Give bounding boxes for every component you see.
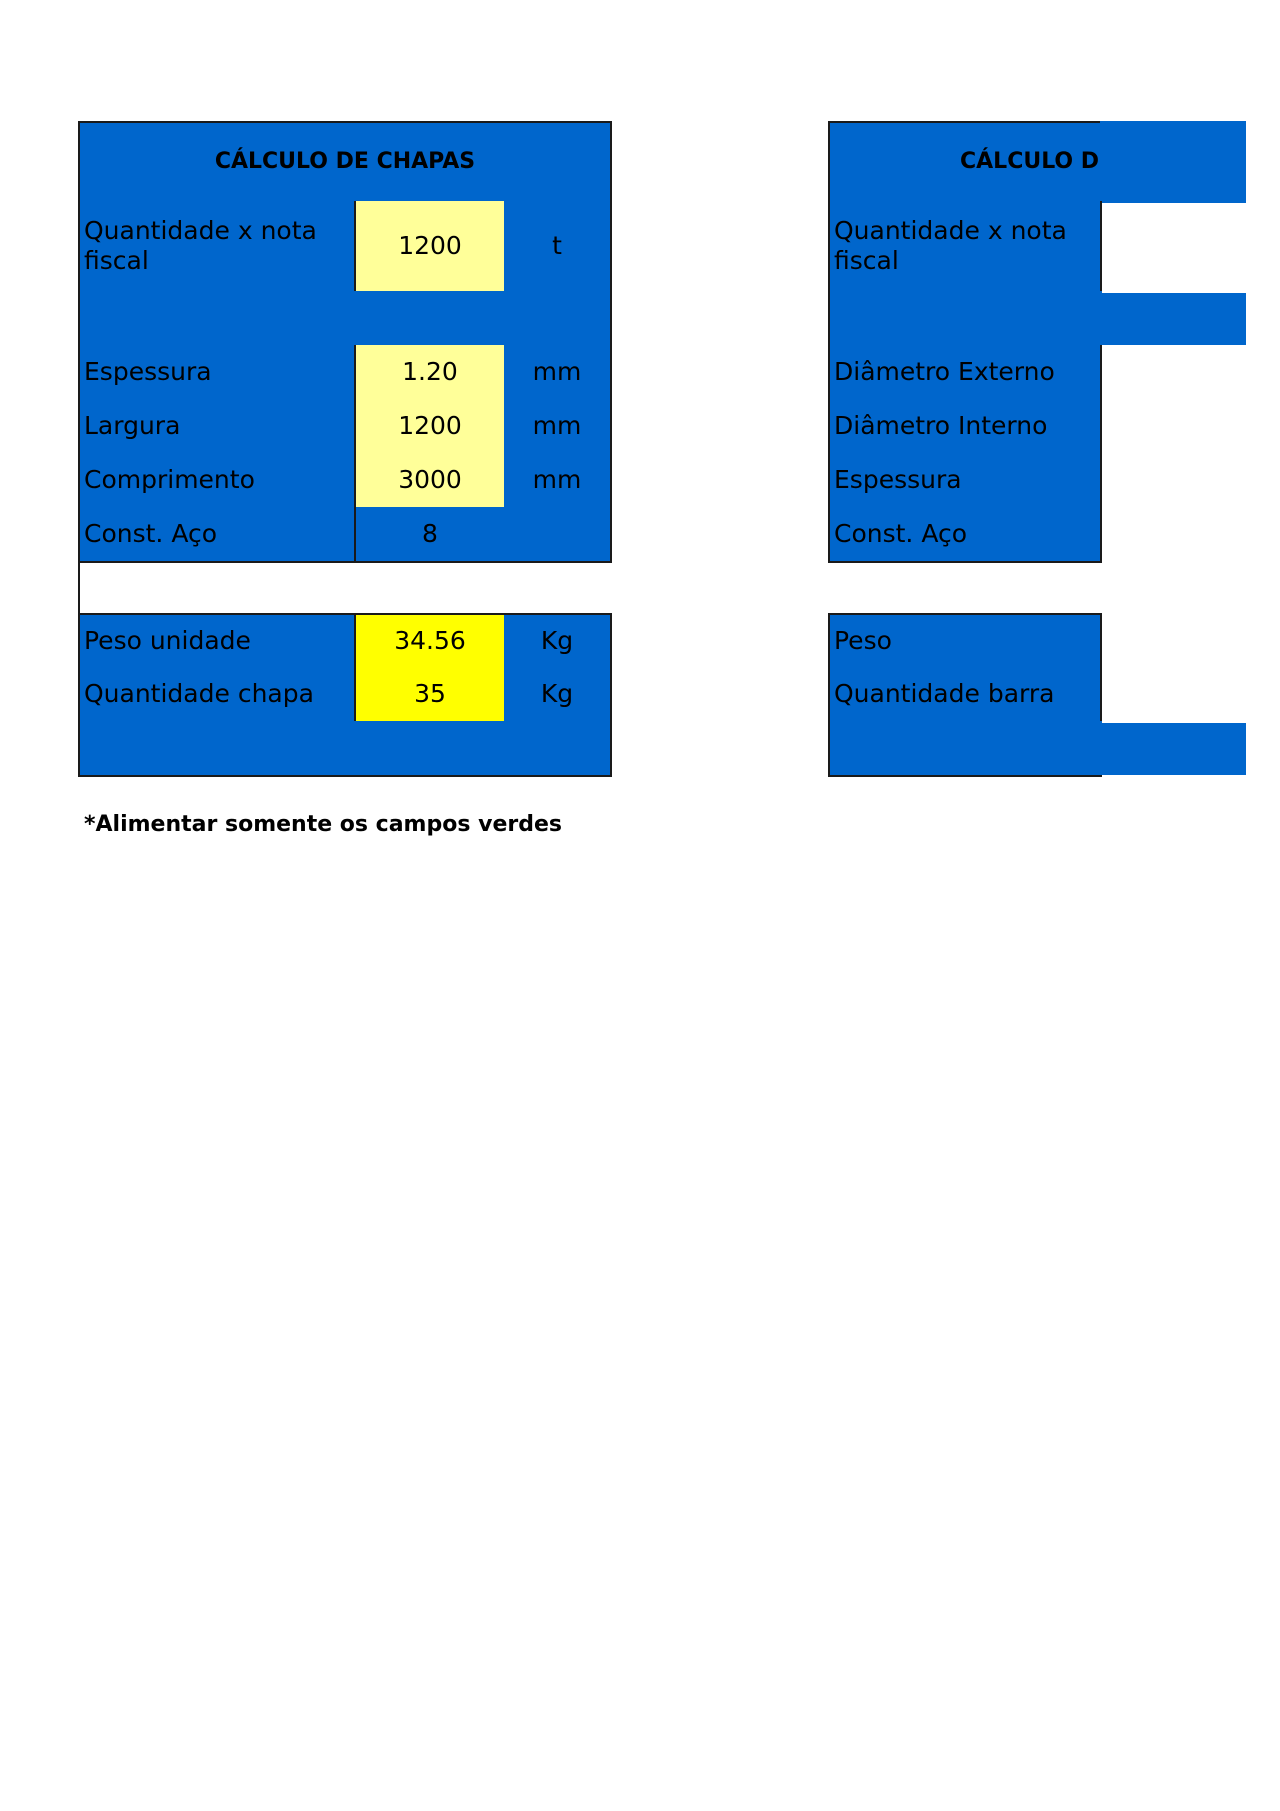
row-label-const-aco — [78, 507, 356, 563]
row-label-espessura — [828, 453, 1102, 509]
row-label-text: Largura — [84, 411, 181, 440]
input-value-text: 1.20 — [402, 357, 458, 386]
result-label-quantidade-barra — [828, 667, 1102, 723]
table-title-text: CÁLCULO DE CHAPAS — [214, 149, 476, 174]
row-label-text: Diâmetro Externo — [834, 357, 1055, 386]
result-unit-peso-unidade — [504, 613, 612, 669]
row-label-diametro-interno — [828, 399, 1102, 455]
title-extension — [1100, 121, 1246, 203]
unit-text: Kg — [540, 626, 574, 655]
qty-value-input[interactable] — [354, 201, 506, 293]
value-text: 8 — [422, 519, 438, 548]
result-label-peso-unidade — [78, 613, 356, 669]
table-title — [78, 121, 612, 203]
result-unit-quantidade-chapa — [504, 667, 612, 723]
row-label-comprimento — [78, 453, 356, 509]
row-label-text: Const. Aço — [834, 519, 968, 548]
input-value-text: 1200 — [398, 411, 462, 440]
table-title — [828, 121, 1102, 203]
unit-text: mm — [532, 411, 582, 440]
unit-text: Kg — [540, 679, 574, 708]
result-value-text: 34.56 — [394, 626, 466, 655]
row-label-text: Espessura — [84, 357, 212, 386]
spacer-extension — [1100, 293, 1246, 345]
result-label-peso — [828, 613, 1102, 669]
row-label-text: Espessura — [834, 465, 962, 494]
input-value-text: 3000 — [398, 465, 462, 494]
result-quantidade-chapa — [354, 667, 506, 723]
qty-label — [828, 201, 1102, 293]
unit-text: mm — [532, 357, 582, 386]
qty-label-text: Quantidade x nota fiscal — [84, 216, 317, 275]
value-const-aco — [354, 507, 506, 563]
qty-label-text: Quantidade x nota fiscal — [834, 216, 1067, 275]
row-label-text: Const. Aço — [84, 519, 218, 548]
input-espessura[interactable] — [354, 345, 506, 401]
row-label-text: Comprimento — [84, 465, 255, 494]
qty-label — [78, 201, 356, 293]
table-title-text: CÁLCULO D — [960, 149, 1100, 174]
result-peso-unidade — [354, 613, 506, 669]
unit-comprimento — [504, 453, 612, 509]
input-largura[interactable] — [354, 399, 506, 455]
footer-row — [828, 721, 1102, 777]
footer-row — [78, 721, 612, 777]
gap-row — [78, 561, 88, 615]
spacer-row — [828, 291, 1102, 347]
qty-unit — [504, 201, 612, 293]
result-label-text: Quantidade barra — [834, 679, 1055, 708]
result-label-quantidade-chapa — [78, 667, 356, 723]
row-label-diametro-externo — [828, 345, 1102, 401]
result-label-text: Peso unidade — [84, 626, 251, 655]
row-label-espessura — [78, 345, 356, 401]
spacer-row — [78, 291, 612, 347]
unit-espessura — [504, 345, 612, 401]
footer-extension — [1100, 723, 1246, 775]
qty-value-text: 1200 — [398, 231, 462, 260]
result-label-text: Peso — [834, 626, 892, 655]
instruction-note: *Alimentar somente os campos verdes — [84, 812, 562, 837]
unit-largura — [504, 399, 612, 455]
row-label-const-aco — [828, 507, 1102, 563]
row-label-text: Diâmetro Interno — [834, 411, 1048, 440]
result-label-text: Quantidade chapa — [84, 679, 314, 708]
unit-text: mm — [532, 465, 582, 494]
row-label-largura — [78, 399, 356, 455]
qty-unit-text: t — [552, 231, 562, 260]
unit-const-aco — [504, 507, 612, 563]
result-value-text: 35 — [414, 679, 446, 708]
input-comprimento[interactable] — [354, 453, 506, 509]
